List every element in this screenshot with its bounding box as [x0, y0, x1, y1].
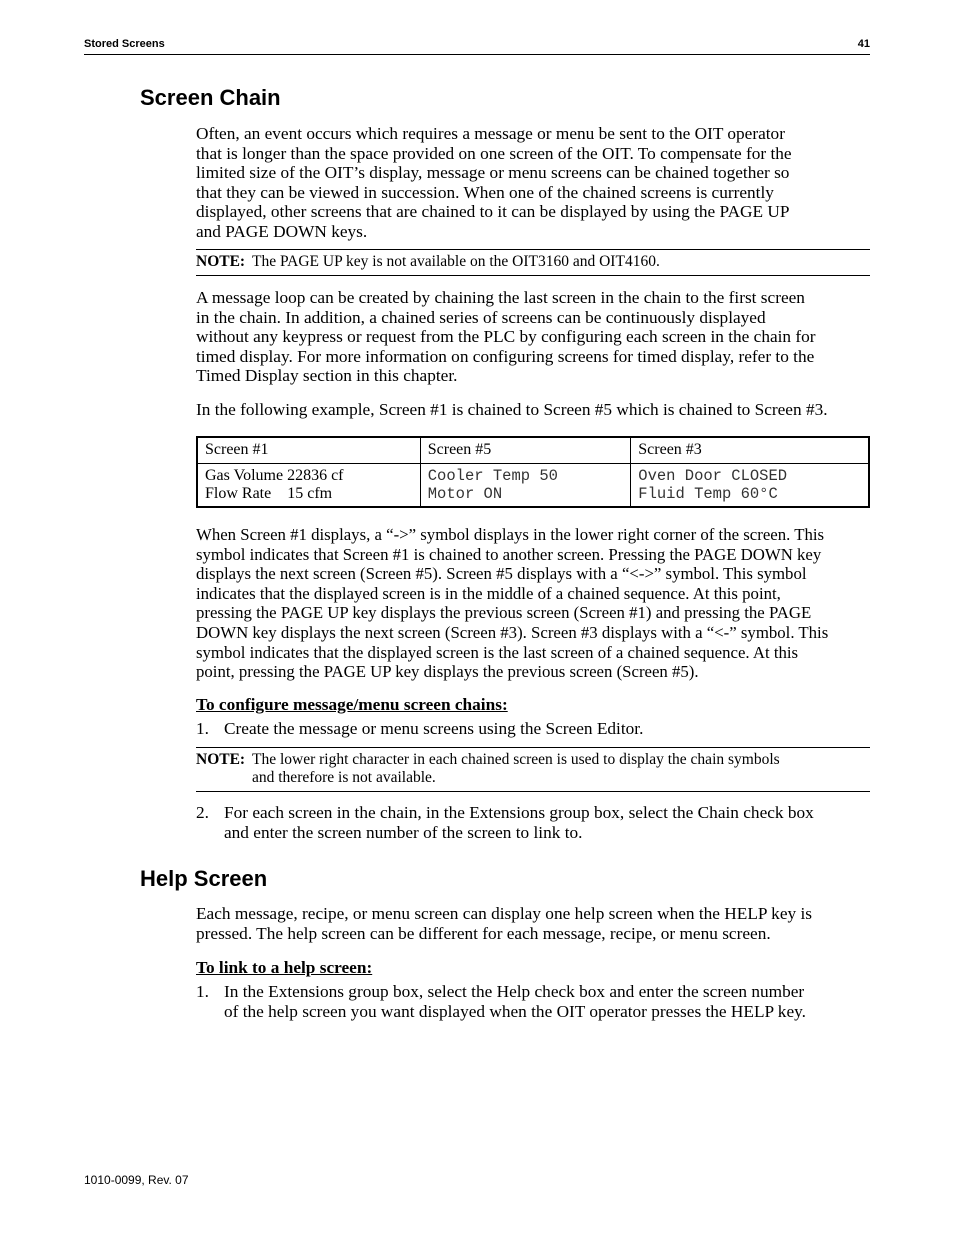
note-text	[252, 751, 868, 787]
text-line: and enter the screen number of the screen to link to.	[224, 822, 583, 842]
help-screen-title: Help Screen	[140, 866, 268, 891]
text-line: of the help screen you want displayed when the OIT operator presses the HELP key.	[224, 1001, 806, 1021]
note-text: The PAGE UP key is not available on the OIT3160 and OIT4160.	[252, 253, 660, 270]
text-line: displays the next screen (Screen #5). Screen #5 displays with a “<->” symbol. This symbol	[196, 564, 807, 584]
section-name: Stored Screens	[84, 38, 165, 50]
text-line: point, pressing the PAGE UP key displays the previous screen (Screen #5).	[196, 662, 699, 682]
text-line: displayed, other screens that are chained to it can be displayed by using the PAGE UP	[196, 202, 790, 222]
text-line: timed display. For more information on configuring screens for timed display, refer to the	[196, 346, 815, 366]
text-line: that they can be viewed in succession. When one of the chained screens is currently	[196, 182, 774, 202]
table-header-cell: Screen #1	[197, 437, 420, 464]
table-header-row	[197, 437, 869, 464]
text-line: Each message, recipe, or menu screen can display one help screen when the HELP key is	[196, 904, 812, 923]
screen-line: Gas Volume 22836 cf	[205, 467, 344, 484]
note-lower-right-character	[196, 747, 870, 792]
text-line: indicates that the displayed screen is in the middle of a chained sequence. At this point,	[196, 583, 781, 603]
text-line: Timed Display section in this chapter.	[196, 366, 458, 386]
table-header-cell: Screen #3	[631, 437, 869, 464]
text-line: limited size of the OIT’s display, message or menu screens can be chained together so	[196, 163, 790, 183]
text-line: and therefore is not available.	[252, 769, 436, 786]
step-text: Create the message or menu screens using the Screen Editor.	[224, 719, 644, 738]
step-text	[224, 803, 870, 842]
table-header-cell: Screen #5	[420, 437, 631, 464]
note-label: NOTE:	[196, 751, 246, 768]
table-cell	[631, 464, 869, 508]
screen-chain-intro	[196, 124, 870, 242]
table-cell	[197, 464, 420, 508]
text-line: and PAGE DOWN keys.	[196, 221, 368, 241]
text-line: For each screen in the chain, in the Extensions group box, select the Chain check box	[224, 803, 814, 822]
screen-chain-title: Screen Chain	[140, 85, 281, 110]
example-paragraph	[196, 400, 870, 420]
table-row	[197, 464, 869, 508]
text-line: In the following example, Screen #1 is chained to Screen #5 which is chained to Screen #3.	[196, 400, 828, 419]
procedure-heading-chains: To configure message/menu screen chains:	[196, 695, 508, 714]
help-screen-intro	[196, 904, 870, 943]
text-line: symbol indicates that the displayed screen is the last screen of a chained sequence. At this	[196, 642, 799, 662]
screen-example-table	[196, 436, 870, 508]
document-id: 1010-0099, Rev. 07	[84, 1173, 189, 1187]
screen-line: Cooler Temp 50	[427, 467, 558, 485]
text-line: in the chain. In addition, a chained series of screens can be continuously displayed	[196, 307, 766, 327]
step-number: 1.	[196, 719, 209, 738]
note-page-up	[196, 249, 870, 276]
text-line: without any keypress or request from the PLC by configuring each screen in the chain for	[196, 327, 816, 347]
text-line: DOWN key displays the next screen (Screen #3). Screen #3 displays with a “<-” symbol. This	[196, 622, 829, 642]
screen-line: Motor ON	[427, 485, 503, 503]
text-line: A message loop can be created by chaining the last screen in the chain to the first screen	[196, 288, 805, 307]
text-line: The lower right character in each chained screen is used to display the chain symbols	[252, 751, 780, 768]
screen-line: Oven Door CLOSED	[638, 467, 788, 485]
text-line: that is longer than the space provided on one screen of the OIT. To compensate for the	[196, 143, 792, 163]
screen-line: Flow Rate 15 cfm	[205, 485, 333, 502]
note-label: NOTE:	[196, 253, 246, 270]
page-number: 41	[857, 38, 870, 50]
message-loop-paragraph	[196, 288, 870, 386]
table-cell	[420, 464, 631, 508]
text-line: symbol indicates that Screen #1 is chained to another screen. Pressing the PAGE DOWN key	[196, 544, 822, 564]
text-line: When Screen #1 displays, a “->” symbol displays in the lower right corner of the screen. This	[196, 525, 825, 544]
step-number: 1.	[196, 982, 209, 1001]
procedure-heading-help: To link to a help screen:	[196, 958, 373, 977]
step-text	[224, 982, 870, 1021]
chain-symbols-paragraph	[196, 525, 870, 682]
text-line: pressing the PAGE UP key displays the previous screen (Screen #1) and pressing the PAGE	[196, 603, 812, 623]
step-number: 2.	[196, 803, 209, 822]
screen-line: Fluid Temp 60°C	[638, 485, 778, 503]
text-line: pressed. The help screen can be different for each message, recipe, or menu screen.	[196, 923, 771, 943]
text-line: Often, an event occurs which requires a message or menu be sent to the OIT operator	[196, 124, 785, 143]
page-header	[84, 38, 870, 55]
text-line: In the Extensions group box, select the Help check box and enter the screen number	[224, 982, 805, 1001]
